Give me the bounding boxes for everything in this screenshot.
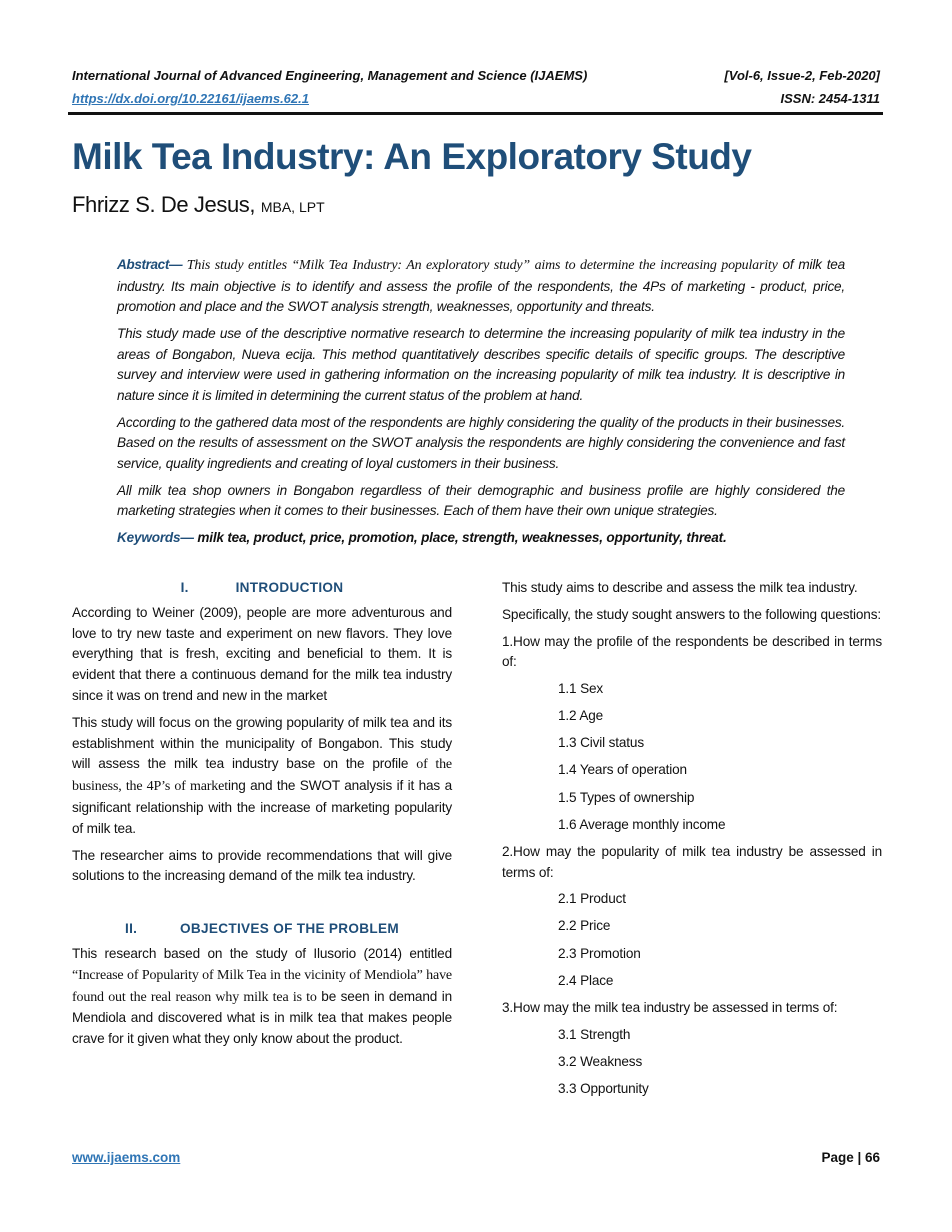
abstract-paragraph: Abstract— This study entitles “Milk Tea Industry: An exploratory study” aims to determine the increasing popularity of milk tea industry. Its main objective is to identify and assess the profile of the respondents, the 4Ps of marketing - product, price, promotion and place and the SWOT analysis strength, weaknesses, opportunity and threats. bbox=[117, 257, 846, 314]
paragraph: This research based on the study of Ilusorio (2014) entitled “Increase of Popularity of Milk Tea in the vicinity of Mendiola” have found out the real reason why milk tea is to be seen in demand in Mendiola and discovered what is in milk tea that makes people crave for it given what they only know about the product. bbox=[72, 945, 452, 1047]
paragraph: Specifically, the study sought answers to the following questions: bbox=[502, 606, 881, 622]
list-item: 2.1 Product bbox=[558, 891, 626, 907]
keywords-text: milk tea, product, price, promotion, place, strength, weaknesses, opportunity, threat. bbox=[193, 530, 727, 545]
paper-title: Milk Tea Industry: An Exploratory Study bbox=[72, 136, 752, 177]
running-header-line2 bbox=[72, 91, 880, 106]
author-name: Fhrizz S. De Jesus, bbox=[72, 192, 256, 217]
abstract bbox=[117, 255, 845, 555]
list-item: 3.2 Weakness bbox=[558, 1053, 643, 1069]
abstract-paragraph: According to the gathered data most of the respondents are highly considering the quality of the products in their businesses. Based on the results of assessment on the SWOT analysis the respondents are highly considering the convenience and fast service, quality ingredients and creating of loyal customers in their business. bbox=[117, 414, 845, 471]
volume-info: [Vol-6, Issue-2, Feb-2020] bbox=[724, 68, 880, 83]
question: 1.How may the profile of the respondents be described in terms of: bbox=[502, 633, 882, 670]
list-item: 1.1 Sex bbox=[558, 681, 604, 697]
question: 2.How may the popularity of milk tea industry be assessed in terms of: bbox=[502, 843, 882, 880]
issn: ISSN: 2454-1311 bbox=[780, 91, 880, 106]
question: 3.How may the milk tea industry be assessed in terms of: bbox=[502, 999, 838, 1015]
page-number: Page | 66 bbox=[821, 1150, 880, 1165]
section-heading: I. INTRODUCTION bbox=[180, 580, 344, 595]
section-heading: II. OBJECTIVES OF THE PROBLEM bbox=[125, 921, 399, 937]
paragraph: This study will focus on the growing popularity of milk tea and its establishment within the municipality of Bongabon. This study will assess the milk tea industry base on the profile of the business, the 4P’s of marketing and the SWOT analysis if it has a significant relationship with the increase of marketing popularity of milk tea. bbox=[72, 714, 452, 836]
header-rule bbox=[68, 112, 883, 115]
abstract-paragraph: All milk tea shop owners in Bongabon regardless of their demographic and business profile are highly considered the marketing strategies when it comes to their businesses. Each of them have their own unique strategies. bbox=[117, 482, 845, 518]
list-item: 2.2 Price bbox=[558, 918, 611, 934]
abstract-label: Abstract bbox=[117, 257, 169, 272]
list-item: 1.4 Years of operation bbox=[558, 762, 687, 778]
right-column bbox=[502, 578, 882, 1106]
doi-link[interactable]: https://dx.doi.org/10.22161/ijaems.62.1 bbox=[72, 91, 309, 106]
list-item: 3.3 Opportunity bbox=[558, 1080, 649, 1096]
list-item: 1.3 Civil status bbox=[558, 735, 644, 751]
author-line bbox=[72, 192, 325, 218]
list-item: 3.1 Strength bbox=[558, 1026, 631, 1042]
list-item: 1.5 Types of ownership bbox=[558, 789, 695, 805]
author-credentials: MBA, LPT bbox=[260, 199, 325, 215]
keywords-label: Keywords bbox=[117, 530, 181, 545]
paragraph: According to Weiner (2009), people are more adventurous and love to try new taste and experiment on new flavors. They love everything that is fresh, exciting and beneficial to them. It is evident that there a continuous demand for the milk tea industry since it was on trend and new in the market bbox=[72, 604, 452, 703]
running-header bbox=[72, 68, 880, 83]
keywords: Keywords— milk tea, product, price, promotion, place, strength, weaknesses, opportunity, threat. bbox=[117, 530, 727, 545]
paragraph: The researcher aims to provide recommendations that will give solutions to the increasing demand of the milk tea industry. bbox=[72, 847, 452, 884]
abstract-paragraph: This study made use of the descriptive normative research to determine the increasing popularity of milk tea industry in the areas of Bongabon, Nueva ecija. This method quantitatively describes specific details of specific groups. The descriptive survey and interview were used in gathering information on the increasing popularity of milk tea industry. It is descriptive in nature since it is limited in determining the current status of the problem at hand. bbox=[117, 326, 845, 403]
list-item: 2.4 Place bbox=[558, 972, 614, 988]
paragraph: This study aims to describe and assess the milk tea industry. bbox=[502, 580, 858, 595]
website-link[interactable]: www.ijaems.com bbox=[72, 1150, 181, 1165]
left-column bbox=[72, 578, 452, 1056]
journal-name: International Journal of Advanced Engineering, Management and Science (IJAEMS) bbox=[72, 68, 588, 83]
list-item: 1.6 Average monthly income bbox=[558, 816, 726, 832]
list-item: 2.3 Promotion bbox=[558, 945, 641, 961]
page-footer bbox=[72, 1150, 880, 1165]
list-item: 1.2 Age bbox=[558, 708, 604, 724]
